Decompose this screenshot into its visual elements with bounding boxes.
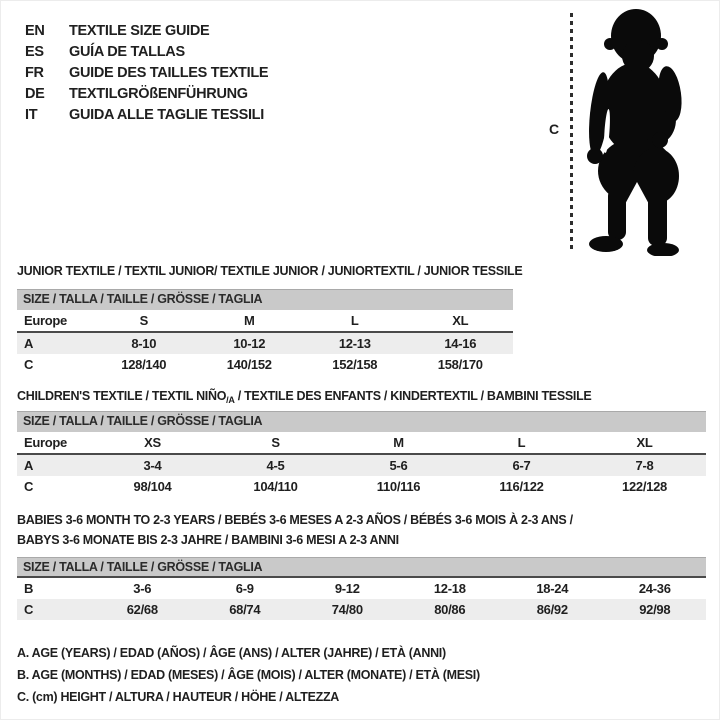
language-title: GUIDA ALLE TAGLIE TESSILI [69,107,264,123]
size-table-children [17,411,706,497]
row-label: C [24,479,34,494]
size-value: XS [91,432,214,454]
table-row-age [17,332,513,354]
size-value: M [197,310,303,332]
size-value: 3-6 [133,581,152,596]
size-value: 80/86 [399,599,502,620]
size-value: 6-9 [235,581,254,596]
size-value: 152/158 [332,357,378,372]
size-table-junior [17,289,513,375]
size-value: 18-24 [536,581,569,596]
language-row-en [25,21,268,42]
row-label: Europe [17,432,91,454]
size-value: 9-12 [334,581,360,596]
table-row-age [17,454,706,476]
size-value: 68/74 [194,599,297,620]
footnote-b: B. AGE (MONTHS) / EDAD (MESES) / ÂGE (MOIS) / ALTER (MONATE) / ETÀ (MESI) [17,668,480,682]
footnote-legend [17,642,480,708]
row-label: A [17,332,91,354]
row-label: Europe [17,310,91,332]
row-label: C [24,357,34,372]
section-title-children-post: / TEXTILE DES ENFANTS / KINDERTEXTIL / BAMBINI TESSILE [234,389,592,403]
language-code: EN [25,23,45,39]
language-row-es [25,42,268,63]
language-title: GUÍA DE TALLAS [69,44,185,60]
size-value: 12-18 [433,581,466,596]
section-title-children-pre: CHILDREN'S TEXTILE / TEXTIL NIÑO [17,389,227,403]
babies-table [17,578,706,620]
language-title: GUIDE DES TAILLES TEXTILE [69,65,269,81]
size-value: S [214,432,337,454]
size-header-bar: SIZE / TALLA / TAILLE / GRÖSSE / TAGLIA [17,411,706,432]
size-value: 74/80 [296,599,399,620]
section-title-babies [17,510,573,550]
size-value: 14-16 [408,332,514,354]
section-title-babies-line1: BABIES 3-6 MONTH TO 2-3 YEARS / BEBÉS 3-6 MESES A 2-3 AÑOS / BÉBÉS 3-6 MOIS À 2-3 ANS / [17,513,573,527]
size-value: 104/110 [253,479,298,494]
row-label: C [17,599,91,620]
table-row-europe [17,310,513,332]
children-table [17,432,706,497]
size-value: XL [408,310,514,332]
language-code: FR [25,65,44,81]
table-row-height [17,476,706,497]
size-value: XL [583,432,706,454]
size-value: 6-7 [460,454,583,476]
figure-height-label: C [549,121,560,137]
size-header-bar: SIZE / TALLA / TAILLE / GRÖSSE / TAGLIA [17,557,706,578]
height-measure-line [570,13,573,249]
table-row-height [17,599,706,620]
size-value: M [337,432,460,454]
size-value: 12-13 [302,332,408,354]
size-value: 62/68 [91,599,194,620]
toddler-figure [586,6,701,256]
table-row-europe [17,432,706,454]
language-list [25,21,268,126]
size-value: 98/104 [133,479,172,494]
language-code: ES [25,44,44,60]
section-title-babies-line2: BABYS 3-6 MONATE BIS 2-3 JAHRE / BAMBINI 3-6 MESI A 2-3 ANNI [17,533,399,547]
size-value: 116/122 [499,479,544,494]
table-row-height [17,354,513,375]
size-value: 4-5 [214,454,337,476]
language-row-de [25,84,268,105]
size-value: 86/92 [501,599,604,620]
size-table-babies [17,557,706,620]
row-label: A [17,454,91,476]
size-value: 24-36 [638,581,671,596]
size-value: L [302,310,408,332]
size-value: 5-6 [337,454,460,476]
size-value: 122/128 [622,479,667,494]
row-label: B [24,581,34,596]
junior-table [17,310,513,375]
table-row-age-months [17,578,706,599]
size-value: 110/116 [376,479,421,494]
language-title: TEXTILE SIZE GUIDE [69,23,210,39]
size-value: 140/152 [226,357,272,372]
footnote-a: A. AGE (YEARS) / EDAD (AÑOS) / ÂGE (ANS) / ALTER (JAHRE) / ETÀ (ANNI) [17,646,446,660]
language-code: IT [25,107,38,123]
language-row-fr [25,63,268,84]
size-value: 7-8 [583,454,706,476]
section-title-children [17,386,591,410]
size-value: 3-4 [91,454,214,476]
size-value: S [91,310,197,332]
size-value: 8-10 [91,332,197,354]
section-title-junior: JUNIOR TEXTILE / TEXTIL JUNIOR/ TEXTILE JUNIOR / JUNIORTEXTIL / JUNIOR TESSILE [17,264,523,278]
size-value: 158/170 [437,357,483,372]
language-row-it [25,105,268,126]
section-title-children-sub: /A [226,395,235,405]
footnote-c: C. (cm) HEIGHT / ALTURA / HAUTEUR / HÖHE / ALTEZZA [17,690,340,704]
language-code: DE [25,86,45,102]
size-value: 92/98 [604,599,707,620]
size-value: 10-12 [197,332,303,354]
size-value: L [460,432,583,454]
size-value: 128/140 [121,357,167,372]
size-header-bar: SIZE / TALLA / TAILLE / GRÖSSE / TAGLIA [17,289,513,310]
language-title: TEXTILGRÖßENFÜHRUNG [69,86,248,102]
toddler-silhouette-icon [586,6,701,256]
